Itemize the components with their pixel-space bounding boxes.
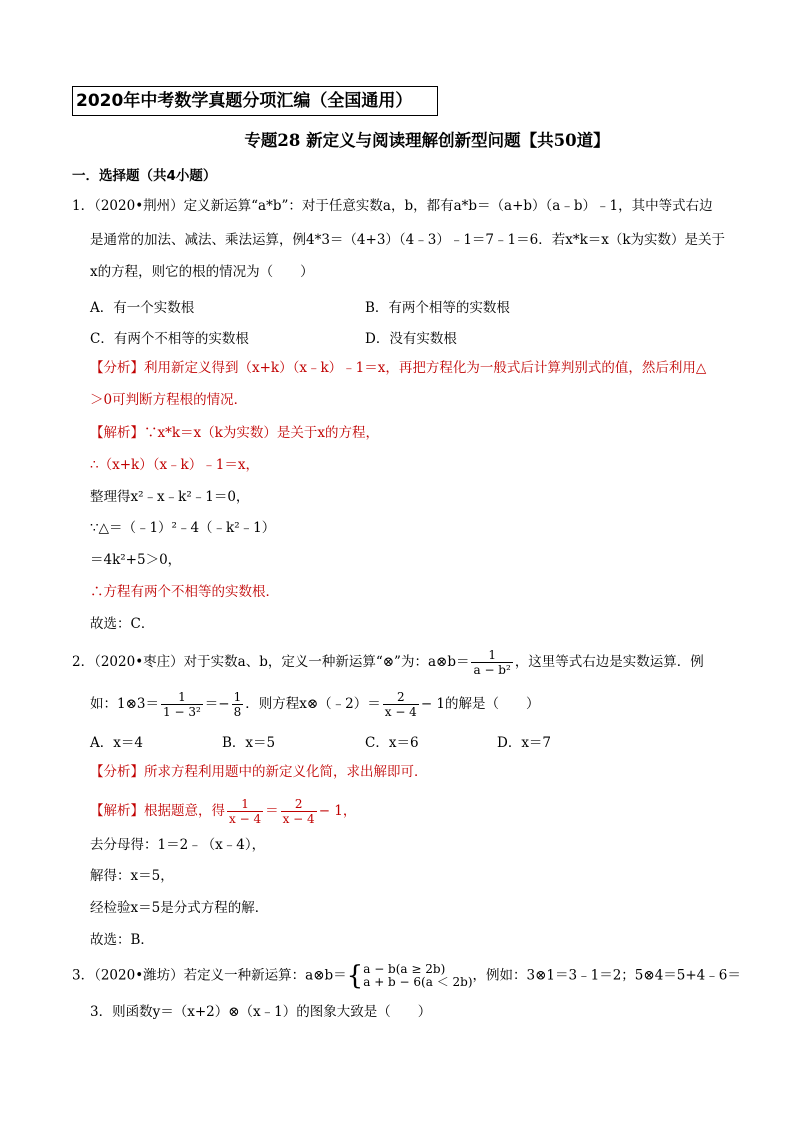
q2-solution-line1: 【解析】根据题意，得 $\frac{1}{x - 4}$ ＝ $\frac{2}{x - 4}$ − 1， xyxy=(90,797,357,826)
q1-solution-line2: ∴（x+k）（x﹣k）﹣1＝x， xyxy=(90,457,259,473)
q1-stem-line3: x的方程，则它的根的情况为（ ） xyxy=(90,264,314,280)
section-heading: 一．选择题（共4小题） xyxy=(72,168,217,184)
q2-definition-fraction: $\frac{1}{\text{a − b²}}$ xyxy=(473,648,511,677)
q1-stem-line2: 是通常的加法、减法、乘法运算，例4*3＝（4+3）（4﹣3）﹣1＝7﹣1＝6．若x*k＝x（k为实数）是关于 xyxy=(90,232,726,248)
q1-analysis-line2: ＞0可判断方程根的情况． xyxy=(90,392,248,408)
q2-solution-line3: 解得：x＝5， xyxy=(90,868,174,884)
q2-example-fraction: $\frac{1}{\text{1 − 3²}}$ xyxy=(163,690,201,719)
q2-option-b: B．x＝5 xyxy=(222,735,276,751)
q2-stem-text-a: 2．（2020•枣庄）对于实数a、b，定义一种新运算“⊗”为：a⊗b＝ xyxy=(72,654,470,670)
q1-stem-line1: 1．（2020•荆州）定义新运算“a*b”：对于任意实数a，b，都有a*b＝（a+b）（a﹣b）﹣1，其中等式右边 xyxy=(72,198,713,214)
q2-stem-line1 xyxy=(72,648,704,677)
q1-option-d: D．没有实数根 xyxy=(365,331,457,347)
q3-stem-line1: 3．（2020•潍坊）若定义一种新运算：a⊗b＝{ a − b(a ≥ 2b) a + b − 6(a ＜ 2b) ，例如：3⊗1＝3﹣1＝2；5⊗4＝5+4﹣6＝ xyxy=(72,961,741,991)
q2-analysis: 【分析】所求方程利用题中的新定义化简，求出解即可． xyxy=(90,764,428,780)
q2-equation-fraction: $\frac{2}{x - 4}$ xyxy=(384,690,417,719)
q1-option-c: C．有两个不相等的实数根 xyxy=(90,331,249,347)
q3-piecewise-definition: { a − b(a ≥ 2b) a + b − 6(a ＜ 2b) xyxy=(346,961,473,991)
q1-solution-line3: 整理得x²﹣x﹣k²﹣1＝0， xyxy=(90,489,250,505)
q2-solution-line4: 经检验x＝5是分式方程的解． xyxy=(90,900,269,916)
q2-solution-fraction-right: $\frac{2}{x - 4}$ xyxy=(282,797,315,826)
q2-option-a: A．x＝4 xyxy=(90,735,143,751)
q2-solution-line5: 故选：B． xyxy=(90,932,154,948)
q2-stem-text-b: ，这里等式右边是实数运算．例 xyxy=(514,654,704,670)
q2-solution-fraction-left: $\frac{1}{x - 4}$ xyxy=(229,797,262,826)
q1-solution-line7: 故选：C． xyxy=(90,616,155,632)
q1-solution-line4: ∵△＝（﹣1）²﹣4（﹣k²﹣1） xyxy=(90,520,276,536)
q2-example-result-fraction: $\frac{1}{8}$ xyxy=(233,690,242,719)
q1-solution-line1: 【解析】∵x*k＝x（k为实数）是关于x的方程， xyxy=(90,425,379,441)
q1-option-a: A．有一个实数根 xyxy=(90,300,195,316)
q1-solution-line5: ＝4k²+5＞0， xyxy=(90,552,182,568)
q1-analysis-line1: 【分析】利用新定义得到（x+k）（x﹣k）﹣1＝x，再把方程化为一般式后计算判别式的值，然后利用△ xyxy=(90,360,707,376)
topic-title: 专题28 新定义与阅读理解创新型问题【共50道】 xyxy=(244,131,610,150)
q1-solution-line6: ∴方程有两个不相等的实数根． xyxy=(90,584,279,600)
collection-title-box: 2020年中考数学真题分项汇编（全国通用） xyxy=(72,86,438,116)
q2-solution-line2: 去分母得：1＝2﹣（x﹣4）， xyxy=(90,837,266,853)
q3-stem-line2: 3．则函数y＝（x+2）⊗（x﹣1）的图象大致是（ ） xyxy=(90,1004,432,1020)
q2-stem-line2: 如：1⊗3＝ $\frac{1}{\text{1 − 3²}}$ ＝− $\frac{1}{8}$ ．则方程x⊗（﹣2）＝ $\frac{2}{x - 4}$ − 1的解是（ ） xyxy=(90,690,540,719)
q2-option-c: C．x＝6 xyxy=(365,735,419,751)
q2-option-d: D．x＝7 xyxy=(497,735,552,751)
q1-option-b: B．有两个相等的实数根 xyxy=(365,300,510,316)
